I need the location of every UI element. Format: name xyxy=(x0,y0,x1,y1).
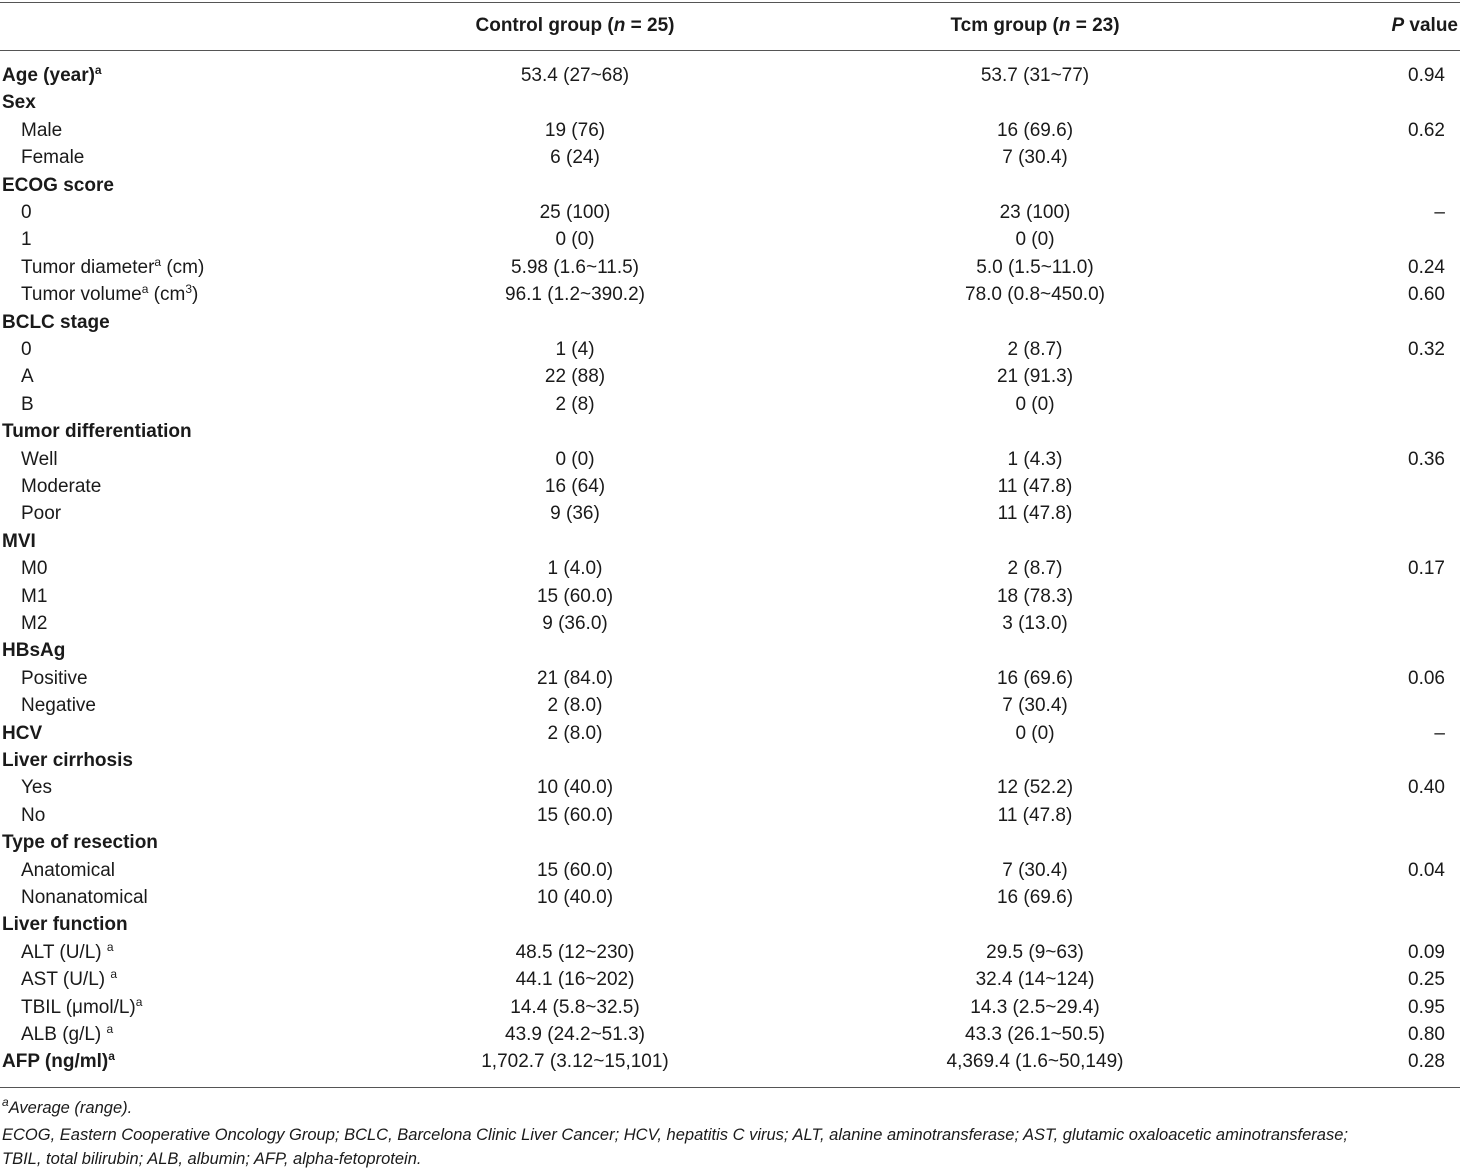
row-label: B xyxy=(21,393,34,415)
tcm-value: 23 (100) xyxy=(999,202,1071,223)
table-row xyxy=(0,226,1460,253)
tcm-value: 0 (0) xyxy=(1015,722,1055,744)
control-value: 15 (60.0) xyxy=(536,585,614,607)
tcm-value: 4,369.4 (1.6~50,149) xyxy=(946,1051,1124,1073)
tcm-value: 12 (52.2) xyxy=(996,777,1074,799)
control-value: 44.1 (16~202) xyxy=(515,969,635,991)
tcm-value: 7 (30.4) xyxy=(1002,859,1068,881)
row-label: Tumor diameter$^a$ (cm) xyxy=(21,254,205,278)
header-control-group: Control group (n = 25) xyxy=(475,15,675,36)
p-value: – xyxy=(1434,202,1445,223)
control-value: 48.5 (12~230) xyxy=(515,941,635,963)
row-label: Yes xyxy=(21,777,52,799)
row-label: AFP $(ng/ml)^a$ xyxy=(2,1049,115,1073)
p-value: 0.09 xyxy=(1408,941,1445,963)
p-value: 0.04 xyxy=(1408,859,1445,881)
tcm-value: 11 (47.8) xyxy=(997,476,1073,497)
row-label: Negative xyxy=(21,695,96,717)
tcm-value: 29.5 (9~63) xyxy=(986,941,1084,963)
row-label: 0 xyxy=(21,339,32,360)
row-label: Liver function xyxy=(2,914,128,936)
table-row xyxy=(0,884,1460,911)
top-rule xyxy=(0,2,1460,3)
table-row xyxy=(0,172,1460,199)
row-label: HBsAg xyxy=(2,640,66,662)
row-label: A xyxy=(21,366,34,388)
row-label: Positive xyxy=(21,667,88,689)
row-label: Liver cirrhosis xyxy=(2,750,133,771)
row-label: Female xyxy=(21,147,85,169)
control-value: 2 (8.0) xyxy=(547,695,603,717)
p-value: 0.32 xyxy=(1408,339,1445,360)
row-label: Moderate xyxy=(21,476,102,497)
table-row xyxy=(0,637,1460,664)
table-row xyxy=(0,555,1460,582)
table-row xyxy=(0,774,1460,801)
row-label: Age (year)$^a$ xyxy=(2,63,102,86)
tcm-value: 21 (91.3) xyxy=(996,366,1074,388)
footnote-abbreviations-line1: ECOG, Eastern Cooperative Oncology Group; BCLC, Barcelona Clinic Liver Cancer; HCV, hepatitis C virus; ALT, alanine aminotransferase; AST, glutamic oxaloacetic aminotransferase; xyxy=(2,1126,1348,1144)
table-row xyxy=(0,829,1460,856)
table-row xyxy=(0,62,1460,89)
control-value: 0 (0) xyxy=(555,229,595,251)
control-value: 9 (36.0) xyxy=(542,613,608,634)
tcm-value: 18 (78.3) xyxy=(996,585,1074,607)
tcm-value: 32.4 (14~124) xyxy=(975,969,1095,991)
control-value: 53.4 (27~68) xyxy=(520,65,630,86)
tcm-value: 7 (30.4) xyxy=(1002,147,1068,169)
table-row xyxy=(0,994,1460,1021)
table-row xyxy=(0,692,1460,719)
control-value: 96.1 (1.2~390.2) xyxy=(505,284,645,306)
p-value: 0.60 xyxy=(1408,284,1445,306)
row-label: M2 xyxy=(21,613,48,634)
row-label: M1 xyxy=(21,585,48,607)
table-row xyxy=(0,391,1460,418)
tcm-value: 11 (47.8) xyxy=(997,503,1073,525)
table-row xyxy=(0,363,1460,390)
row-label: Sex xyxy=(2,92,36,114)
row-label: M0 xyxy=(21,558,48,580)
table-row xyxy=(0,720,1460,747)
table-row xyxy=(0,802,1460,829)
bottom-rule xyxy=(0,1087,1460,1088)
row-label: 0 xyxy=(21,202,32,223)
row-label: Nonanatomical xyxy=(21,887,148,908)
row-label: BCLC stage xyxy=(2,311,110,333)
row-label: Type of resection xyxy=(2,832,158,854)
control-value: 1,702.7 (3.12~15,101) xyxy=(481,1051,669,1073)
row-label: Male xyxy=(21,119,63,141)
row-label: 1 xyxy=(21,229,32,251)
control-value: 25 (100) xyxy=(539,202,611,223)
control-value: 15 (60.0) xyxy=(536,804,614,826)
row-label: AST (U/L) $^a$ xyxy=(21,967,118,991)
tcm-value: 1 (4.3) xyxy=(1007,448,1063,470)
table-row xyxy=(0,254,1460,281)
control-value: 16 (64) xyxy=(544,476,606,497)
p-value: 0.25 xyxy=(1408,969,1445,991)
tcm-value: 0 (0) xyxy=(1015,229,1055,251)
p-value: 0.94 xyxy=(1408,65,1445,86)
tcm-value: 7 (30.4) xyxy=(1002,695,1068,717)
table-row xyxy=(0,747,1460,774)
control-value: 6 (24) xyxy=(550,147,600,169)
row-label: No xyxy=(21,804,46,826)
tcm-value: 78.0 (0.8~450.0) xyxy=(965,284,1105,306)
header-p-value: P value xyxy=(1391,15,1458,36)
table-row xyxy=(0,528,1460,555)
table-row xyxy=(0,309,1460,336)
header-tcm-group: Tcm group (n = 23) xyxy=(950,15,1120,36)
tcm-value: 53.7 (31~77) xyxy=(980,65,1090,86)
p-value: 0.62 xyxy=(1408,119,1445,141)
tcm-value: 14.3 (2.5~29.4) xyxy=(970,996,1100,1018)
control-value: 19 (76) xyxy=(544,119,606,141)
row-label: Anatomical xyxy=(21,859,115,881)
p-value: 0.24 xyxy=(1408,256,1445,278)
table-row xyxy=(0,610,1460,637)
table-row xyxy=(0,117,1460,144)
row-label: Tumor volume$^a$ $(cm^3)$ xyxy=(21,282,199,306)
p-value: 0.17 xyxy=(1408,558,1445,580)
row-label: Well xyxy=(21,448,58,470)
header-rule xyxy=(0,50,1460,51)
row-label: Tumor differentiation xyxy=(2,421,192,443)
p-value: 0.06 xyxy=(1408,667,1445,689)
tcm-value: 16 (69.6) xyxy=(996,667,1074,689)
table-row xyxy=(0,665,1460,692)
table-row xyxy=(0,418,1460,445)
table-row xyxy=(0,1021,1460,1048)
row-label: Poor xyxy=(21,503,62,525)
table-row xyxy=(0,857,1460,884)
table-row xyxy=(0,144,1460,171)
table-row xyxy=(0,446,1460,473)
control-value: 2 (8.0) xyxy=(547,722,603,744)
control-value: 43.9 (24.2~51.3) xyxy=(505,1024,645,1045)
control-value: 5.98 (1.6~11.5) xyxy=(511,256,639,278)
control-value: 10 (40.0) xyxy=(536,777,614,799)
row-label: ECOG score xyxy=(2,174,114,196)
tcm-value: 5.0 (1.5~11.0) xyxy=(976,256,1094,278)
row-label: ALT (U/L) $^a$ xyxy=(21,939,114,963)
control-value: 9 (36) xyxy=(550,503,600,525)
tcm-value: 16 (69.6) xyxy=(996,119,1074,141)
tcm-value: 16 (69.6) xyxy=(996,887,1074,908)
table-row xyxy=(0,89,1460,116)
control-value: 1 (4.0) xyxy=(547,558,603,580)
control-value: 15 (60.0) xyxy=(536,859,614,881)
p-value: 0.40 xyxy=(1408,777,1445,799)
p-value: 0.28 xyxy=(1408,1051,1445,1073)
table-row xyxy=(0,281,1460,308)
p-value: 0.80 xyxy=(1408,1024,1445,1045)
table-row xyxy=(0,500,1460,527)
row-label: HCV xyxy=(2,722,43,744)
table-row xyxy=(0,473,1460,500)
table-row xyxy=(0,966,1460,993)
control-value: 14.4 (5.8~32.5) xyxy=(510,996,640,1018)
control-value: 2 (8) xyxy=(555,393,595,415)
footnote-average: $^a$Average (range). xyxy=(2,1095,133,1117)
table-row xyxy=(0,939,1460,966)
tcm-value: 2 (8.7) xyxy=(1007,339,1063,360)
p-value: 0.36 xyxy=(1408,448,1445,470)
p-value: 0.95 xyxy=(1408,996,1445,1018)
tcm-value: 3 (13.0) xyxy=(1002,613,1068,634)
control-value: 10 (40.0) xyxy=(536,887,614,908)
tcm-value: 2 (8.7) xyxy=(1007,558,1063,580)
row-label: TBIL $(\mu mol/L)^a$ xyxy=(21,994,143,1018)
tcm-value: 43.3 (26.1~50.5) xyxy=(965,1024,1105,1045)
footnote-abbreviations-line2: TBIL, total bilirubin; ALB, albumin; AFP, alpha-fetoprotein. xyxy=(2,1150,422,1168)
table-row xyxy=(0,1048,1460,1075)
p-value: – xyxy=(1434,722,1445,744)
table-row xyxy=(0,336,1460,363)
control-value: 0 (0) xyxy=(555,448,595,470)
row-label: MVI xyxy=(2,530,36,552)
tcm-value: 11 (47.8) xyxy=(997,804,1073,826)
control-value: 22 (88) xyxy=(544,366,606,388)
table-row xyxy=(0,199,1460,226)
table-row xyxy=(0,583,1460,610)
control-value: 1 (4) xyxy=(555,339,595,360)
table-row xyxy=(0,911,1460,938)
row-label: ALB (g/L) $^a$ xyxy=(21,1022,114,1045)
tcm-value: 0 (0) xyxy=(1015,393,1055,415)
control-value: 21 (84.0) xyxy=(536,667,614,689)
